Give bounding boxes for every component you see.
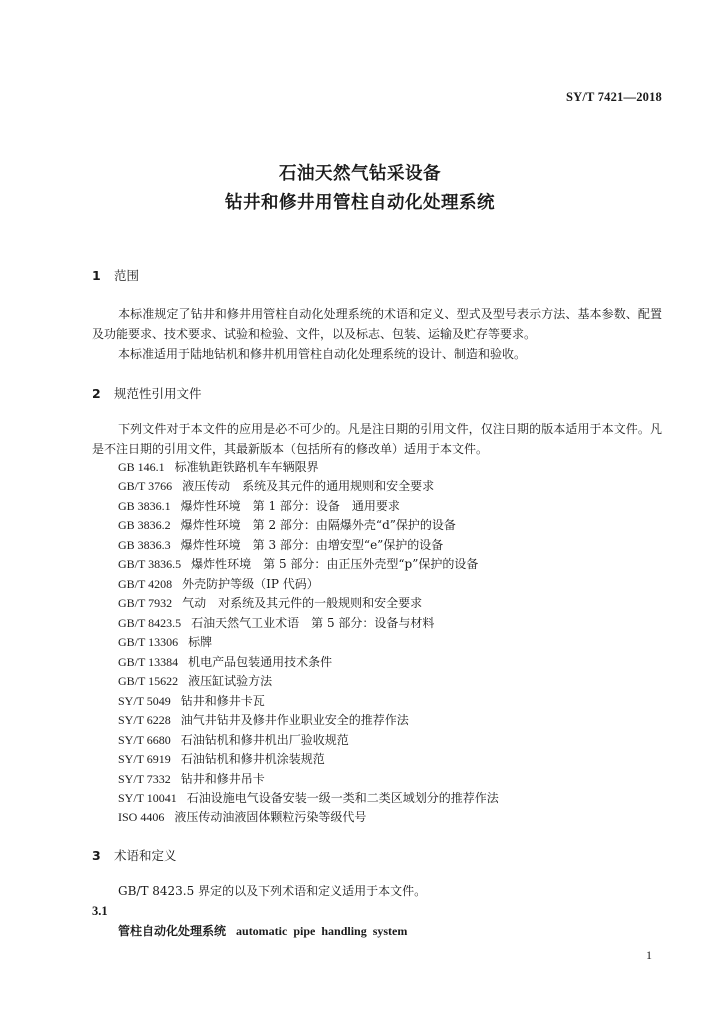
reference-item: [118, 594, 499, 613]
reference-item: [118, 731, 499, 750]
reference-item: [118, 770, 499, 789]
reference-item: [118, 711, 499, 730]
reference-item: [118, 575, 499, 594]
reference-item: [118, 614, 499, 633]
normative-refs-intro-text: 下列文件对于本文件的应用是必不可少的。凡是注日期的引用文件，仅注日期的版本适用于本文件。凡是不注日期的引用文件，其最新版本（包括所有的修改单）适用于本文件。: [92, 422, 662, 456]
section-title: 范围: [114, 268, 140, 283]
reference-code: GB/T 7932: [118, 596, 173, 611]
reference-code: SY/T 6919: [118, 752, 171, 767]
reference-item: [118, 536, 499, 555]
scope-paragraph-2: [92, 344, 662, 364]
reference-code: SY/T 10041: [118, 790, 177, 805]
reference-code: GB/T 13306: [118, 635, 179, 650]
page-number: 1: [646, 948, 652, 962]
scope-paragraph-2-text: 本标准适用于陆地钻机和修井机用管柱自动化处理系统的设计、制造和验收。: [118, 347, 527, 361]
reference-title: 标牌: [188, 635, 213, 650]
reference-title: 机电产品包装通用技术条件: [188, 654, 333, 669]
reference-title: 石油钻机和修井机出厂验收规范: [180, 732, 349, 747]
reference-code: SY/T 6228: [118, 713, 171, 728]
reference-code: SY/T 6680: [118, 732, 171, 747]
reference-item: [118, 477, 499, 496]
reference-code: GB 3836.1: [118, 498, 171, 513]
reference-code: GB 3836.3: [118, 537, 171, 552]
reference-code: GB/T 15622: [118, 674, 179, 689]
reference-item: [118, 789, 499, 808]
reference-title: 标准轨距铁路机车车辆限界: [174, 460, 319, 474]
reference-code: SY/T 7332: [118, 771, 171, 786]
term-entry: [118, 922, 407, 939]
scope-paragraph-1-text: 本标准规定了钻井和修井用管柱自动化处理系统的术语和定义、型式及型号表示方法、基本参数、配置及功能要求、技术要求、试验和检验、文件，以及标志、包装、运输及贮存等要求。: [92, 307, 662, 341]
reference-title: 石油设施电气设备安装一级一类和二类区域划分的推荐作法: [186, 790, 499, 805]
reference-title: 爆炸性环境 第 1 部分：设备 通用要求: [180, 498, 400, 513]
section-heading-terms: [92, 846, 177, 864]
reference-item: [118, 808, 499, 827]
clause-number: 3.1: [92, 904, 108, 918]
reference-code: GB/T 3836.5: [118, 557, 182, 572]
reference-list: [118, 458, 499, 828]
reference-code: GB/T 3766: [118, 479, 173, 494]
reference-code: GB/T 8423.5: [118, 615, 182, 630]
term-chinese: 管柱自动化处理系统: [118, 924, 227, 938]
reference-item: [118, 672, 499, 691]
reference-title: 石油钻机和修井机涂装规范: [180, 752, 325, 767]
reference-item: [118, 516, 499, 535]
normative-refs-intro: [92, 419, 662, 459]
document-title-line2: 钻井和修井用管柱自动化处理系统: [225, 193, 495, 213]
term-english: automatic pipe handling system: [236, 924, 408, 938]
reference-code: SY/T 5049: [118, 693, 171, 708]
standard-code: SY/T 7421—2018: [566, 90, 662, 104]
reference-title: 爆炸性环境 第 3 部分：由增安型“e”保护的设备: [180, 537, 444, 552]
reference-title: 爆炸性环境 第 2 部分：由隔爆外壳“d”保护的设备: [180, 518, 456, 533]
terms-intro-text: GB/T 8423.5 界定的以及下列术语和定义适用于本文件。: [118, 884, 427, 898]
section-number: 3: [92, 848, 101, 863]
reference-item: [118, 633, 499, 652]
terms-intro: [92, 881, 662, 901]
reference-title: 液压缸试验方法: [188, 674, 273, 689]
reference-title: 钻井和修井卡瓦: [180, 693, 265, 708]
section-number: 2: [92, 386, 101, 401]
reference-item: [118, 750, 499, 769]
reference-code: GB/T 13384: [118, 654, 179, 669]
section-title: 术语和定义: [114, 848, 177, 863]
reference-code: GB 146.1: [118, 460, 165, 474]
reference-code: GB/T 4208: [118, 576, 173, 591]
reference-title: 油气井钻井及修井作业职业安全的推荐作法: [180, 713, 409, 728]
reference-item: [118, 458, 499, 477]
reference-title: 石油天然气工业术语 第 5 部分：设备与材料: [191, 615, 435, 630]
section-heading-scope: [92, 266, 139, 284]
reference-title: 外壳防护等级（IP 代码）: [182, 576, 319, 591]
reference-item: [118, 497, 499, 516]
section-heading-normative-refs: [92, 384, 202, 402]
reference-item: [118, 692, 499, 711]
document-title-line1: 石油天然气钻采设备: [279, 164, 441, 184]
scope-paragraph-1: [92, 304, 662, 344]
reference-code: GB 3836.2: [118, 518, 171, 533]
reference-title: 钻井和修井吊卡: [180, 771, 265, 786]
reference-title: 液压传动 系统及其元件的通用规则和安全要求: [182, 479, 435, 494]
reference-code: ISO 4406: [118, 810, 165, 825]
reference-item: [118, 653, 499, 672]
reference-title: 气动 对系统及其元件的一般规则和安全要求: [182, 596, 423, 611]
reference-title: 液压传动油液固体颗粒污染等级代号: [174, 810, 367, 825]
section-title: 规范性引用文件: [114, 386, 202, 401]
section-number: 1: [92, 268, 101, 283]
reference-item: [118, 555, 499, 574]
reference-title: 爆炸性环境 第 5 部分：由正压外壳型“p”保护的设备: [191, 557, 479, 572]
